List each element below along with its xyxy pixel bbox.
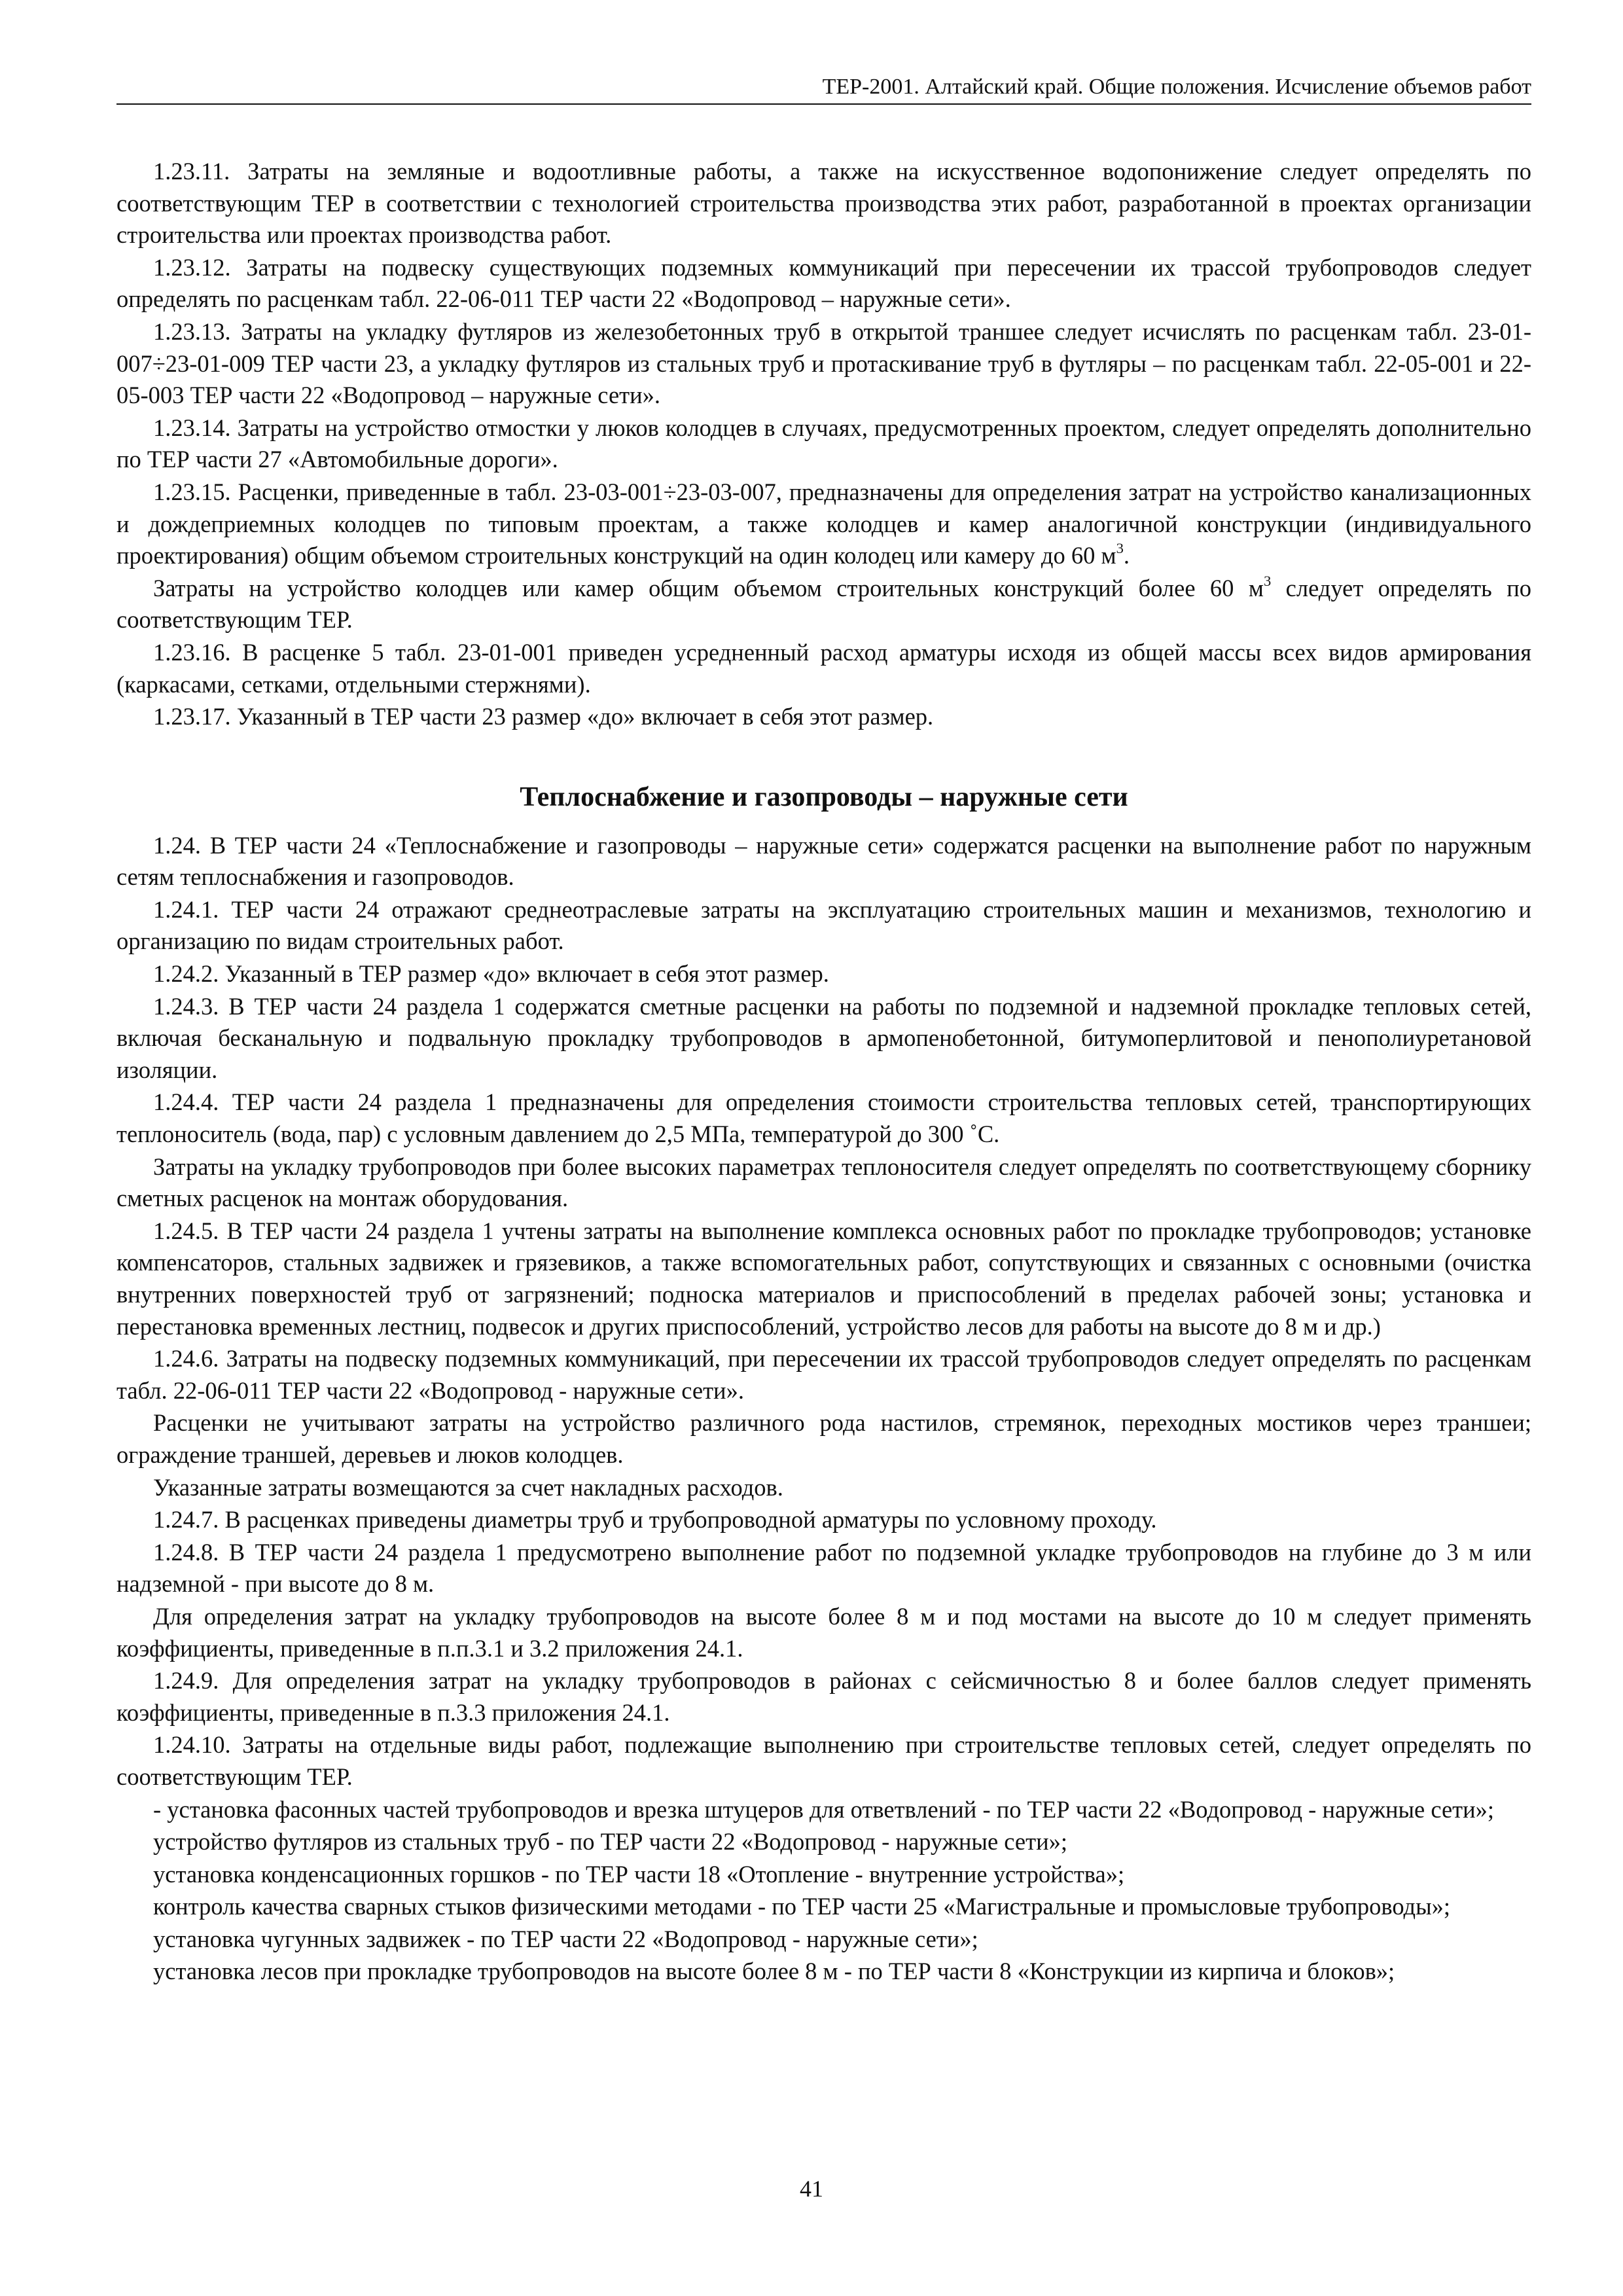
paragraph-1-23-12: 1.23.12. Затраты на подвеску существующих подземных коммуникаций при пересечении их трассой трубопроводов следует определять по расценкам табл. 22-06-011 ТЕР части 22 «Водопровод – наружные сети». [116,253,1531,313]
paragraph-1-24-7: 1.24.7. В расценках приведены диаметры труб и трубопроводной арматуры по условному проходу. [153,1506,1157,1534]
paragraph-1-24-3: 1.24.3. В ТЕР части 24 раздела 1 содержатся сметные расценки на работы по подземной и надземной прокладке тепловых сетей, включая бесканальную и подвальную прокладку трубопроводов в армопенобетонной, битумоперлитовой и пенополиуретановой изоляции. [116,992,1531,1083]
paragraph-1-24-8: 1.24.8. В ТЕР части 24 раздела 1 предусмотрено выполнение работ по подземной укладке трубопроводов на глубине до 3 м или надземной - при высоте до 8 м. [116,1538,1531,1598]
paragraph-volume-tail: следует определять по соответствующим ТЕР. [116,574,1531,634]
list-item-weld-inspection: контроль качества сварных стыков физическими методами - по ТЕР части 25 «Магистральные и промысловые трубопроводы»; [153,1893,1451,1920]
paragraph-height-coefficients: Для определения затрат на укладку трубопроводов на высоте более 8 м и под мостами на высоте до 10 м следует применять коэффициенты, приведенные в п.п.3.1 и 3.2 приложения 24.1. [116,1602,1531,1662]
paragraph-1-24: 1.24. В ТЕР части 24 «Теплоснабжение и газопроводы – наружные сети» содержатся расценки на выполнение работ по наружным сетям теплоснабжения и газопроводов. [116,831,1531,891]
paragraph-high-parameters: Затраты на укладку трубопроводов при более высоких параметрах теплоносителя следует определять по соответствующему сборнику сметных расценок на монтаж оборудования. [116,1153,1531,1212]
cubic-superscript: 3 [1116,540,1124,557]
paragraph-1-23-15-tail: . [1123,542,1130,569]
paragraph-1-24-6: 1.24.6. Затраты на подвеску подземных коммуникаций, при пересечении их трассой трубопроводов следует определять по расценкам табл. 22-06-011 ТЕР части 22 «Водопровод - наружные сети». [116,1345,1531,1404]
paragraph-1-23-15-text: 1.23.15. Расценки, приведенные в табл. 23-03-001÷23-03-007, предназначены для определения затрат на устройство канализационных и дождеприемных колодцев по типовым проектам, а также колодцев и камер аналогичной конструкции (индивидуального проектирования) общим объемом строительных конструкций на один колодец или камеру до 60 м [116,478,1531,569]
page-body [116,156,1531,1988]
cubic-superscript: 3 [1263,572,1272,589]
paragraph-1-24-4: 1.24.4. ТЕР части 24 раздела 1 предназначены для определения стоимости строительства тепловых сетей, транспортирующих теплоноситель (вода, пар) с условным давлением до 2,5 МПа, температурой до 300 ˚С. [116,1088,1531,1148]
section-heading: Теплоснабжение и газопроводы – наружные сети [520,781,1128,812]
paragraph-1-24-9: 1.24.9. Для определения затрат на укладку трубопроводов в районах с сейсмичностью 8 и более баллов следует применять коэффициенты, приведенные в п.3.3 приложения 24.1. [116,1667,1531,1726]
list-item-scaffolding: установка лесов при прокладке трубопроводов на высоте более 8 м - по ТЕР части 8 «Конструкции из кирпича и блоков»; [153,1958,1395,1985]
paragraph-1-24-1: 1.24.1. ТЕР части 24 отражают среднеотраслевые затраты на эксплуатацию строительных машин и механизмов, технологию и организацию по видам строительных работ. [116,895,1531,955]
list-item-fittings: - установка фасонных частей трубопроводов и врезка штуцеров для ответвлений - по ТЕР части 22 «Водопровод - наружные сети»; [153,1795,1495,1823]
list-item-steel-casings: устройство футляров из стальных труб - по ТЕР части 22 «Водопровод - наружные сети»; [153,1828,1067,1856]
paragraph-1-24-10: 1.24.10. Затраты на отдельные виды работ, подлежащие выполнению при строительстве тепловых сетей, следует определять по соответствующим ТЕР. [116,1731,1531,1790]
paragraph-volume-over-60 [116,573,1531,636]
paragraph-1-23-15 [116,476,1531,572]
page-number: 41 [800,2176,823,2202]
paragraph-overhead-compensation: Указанные затраты возмещаются за счет накладных расходов. [153,1473,783,1501]
list-item-cast-iron-valves: установка чугунных задвижек - по ТЕР части 22 «Водопровод - наружные сети»; [153,1925,978,1952]
header-rule [116,103,1531,105]
paragraph-1-23-14: 1.23.14. Затраты на устройство отмостки у люков колодцев в случаях, предусмотренных проектом, следует определять дополнительно по ТЕР части 27 «Автомобильные дороги». [116,414,1531,473]
paragraph-1-23-11: 1.23.11. Затраты на земляные и водоотливные работы, а также на искусственное водопонижение следует определять по соответствующим ТЕР в соответствии с технологией строительства производства этих работ, разработанной в проектах организации строительства или проектах производства работ. [116,158,1531,249]
paragraph-1-23-17: 1.23.17. Указанный в ТЕР части 23 размер «до» включает в себя этот размер. [153,703,934,730]
paragraph-rates-exclusions: Расценки не учитывают затраты на устройство различного рода настилов, стремянок, переходных мостиков через траншеи; ограждение траншей, деревьев и люков колодцев. [116,1409,1531,1468]
paragraph-1-23-16: 1.23.16. В расценке 5 табл. 23-01-001 приведен усредненный расход арматуры исходя из общей массы всех видов армирования (каркасами, сетками, отдельными стержнями). [116,638,1531,698]
list-item-condensate-pots: установка конденсационных горшков - по ТЕР части 18 «Отопление - внутренние устройства»; [153,1860,1125,1888]
paragraph-1-24-5: 1.24.5. В ТЕР части 24 раздела 1 учтены затраты на выполнение комплекса основных работ по прокладке трубопроводов; установке компенсаторов, стальных задвижек и грязевиков, а также вспомогательных работ, сопутствующих и связанных с основными (очистка внутренних поверхностей труб от загрязнений; подноска материалов и приспособлений в пределах рабочей зоны; установка и перестановка временных лестниц, подвесок и других приспособлений, устройство лесов для работы на высоте до 8 м и др.) [116,1217,1531,1340]
paragraph-1-23-13: 1.23.13. Затраты на укладку футляров из железобетонных труб в открытой траншее следует исчислять по расценкам табл. 23-01-007÷23-01-009 ТЕР части 23, а укладку футляров из стальных труб и протаскивание труб в футляры – по расценкам табл. 22-05-001 и 22-05-003 ТЕР части 22 «Водопровод – наружные сети». [116,317,1531,409]
paragraph-1-24-2: 1.24.2. Указанный в ТЕР размер «до» включает в себя этот размер. [153,960,829,988]
running-header: ТЕР-2001. Алтайский край. Общие положения. Исчисление объемов работ [822,75,1531,99]
paragraph-volume-text: Затраты на устройство колодцев или камер общим объемом строительных конструкций более 60 м [153,574,1264,601]
